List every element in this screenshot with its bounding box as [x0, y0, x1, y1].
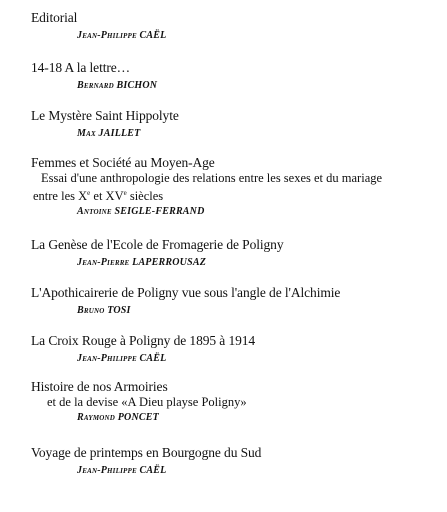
toc-entry-author: Max JAILLET [77, 128, 141, 139]
toc-entry-title: Le Mystère Saint Hippolyte [31, 108, 179, 123]
toc-entry-14-18 [31, 60, 441, 92]
toc-entry-title: Editorial [31, 10, 78, 25]
toc-entry-mystere-saint-hippolyte [31, 108, 441, 140]
toc-entry-title: La Croix Rouge à Poligny de 1895 à 1914 [31, 333, 256, 348]
toc-entry-genese-ecole-fromagerie [31, 237, 441, 269]
toc-entry-histoire-armoiries [31, 379, 441, 424]
toc-entry-author: Jean-Pierre LAPERROUSAZ [77, 257, 207, 268]
toc-entry-title: L'Apothicairerie de Poligny vue sous l'angle de l'Alchimie [31, 285, 341, 300]
toc-entry-author: Jean-Philippe CAËL [77, 465, 167, 476]
toc-entry-title: Voyage de printemps en Bourgogne du Sud [31, 445, 262, 460]
toc-entry-femmes-et-societe [31, 155, 441, 218]
toc-entry-editorial [31, 10, 441, 42]
toc-entry-title: Histoire de nos Armoiries [31, 379, 168, 394]
toc-entry-author: Bruno TOSI [77, 305, 131, 316]
toc-entry-subtitle: et de la devise «A Dieu playse Poligny» [47, 395, 247, 409]
toc-entry-author: Antoine SEIGLE-FERRAND [77, 206, 205, 217]
superscript: e [123, 189, 127, 197]
subtitle-text: siècles [126, 189, 164, 203]
superscript: e [87, 189, 91, 197]
toc-entry-author: Jean-Philippe CAËL [77, 353, 167, 364]
toc-entry-subtitle [33, 186, 441, 204]
toc-entry-title: La Genèse de l'Ecole de Fromagerie de Poligny [31, 237, 284, 252]
toc-entry-title: Femmes et Société au Moyen-Age [31, 155, 215, 170]
subtitle-text: entre les X [33, 189, 88, 203]
toc-entry-author: Jean-Philippe CAËL [77, 30, 167, 41]
toc-entry-apothicairerie [31, 285, 441, 317]
subtitle-text: et XV [90, 189, 124, 203]
toc-entry-author: Bernard BICHON [77, 80, 158, 91]
toc-entry-subtitle: Essai d'une anthropologie des relations entre les sexes et du mariage [41, 171, 383, 185]
toc-entry-title: 14-18 A la lettre… [31, 60, 131, 75]
toc-entry-author: Raymond PONCET [77, 412, 159, 423]
toc-entry-croix-rouge [31, 333, 441, 365]
toc-entry-voyage-bourgogne [31, 445, 441, 477]
